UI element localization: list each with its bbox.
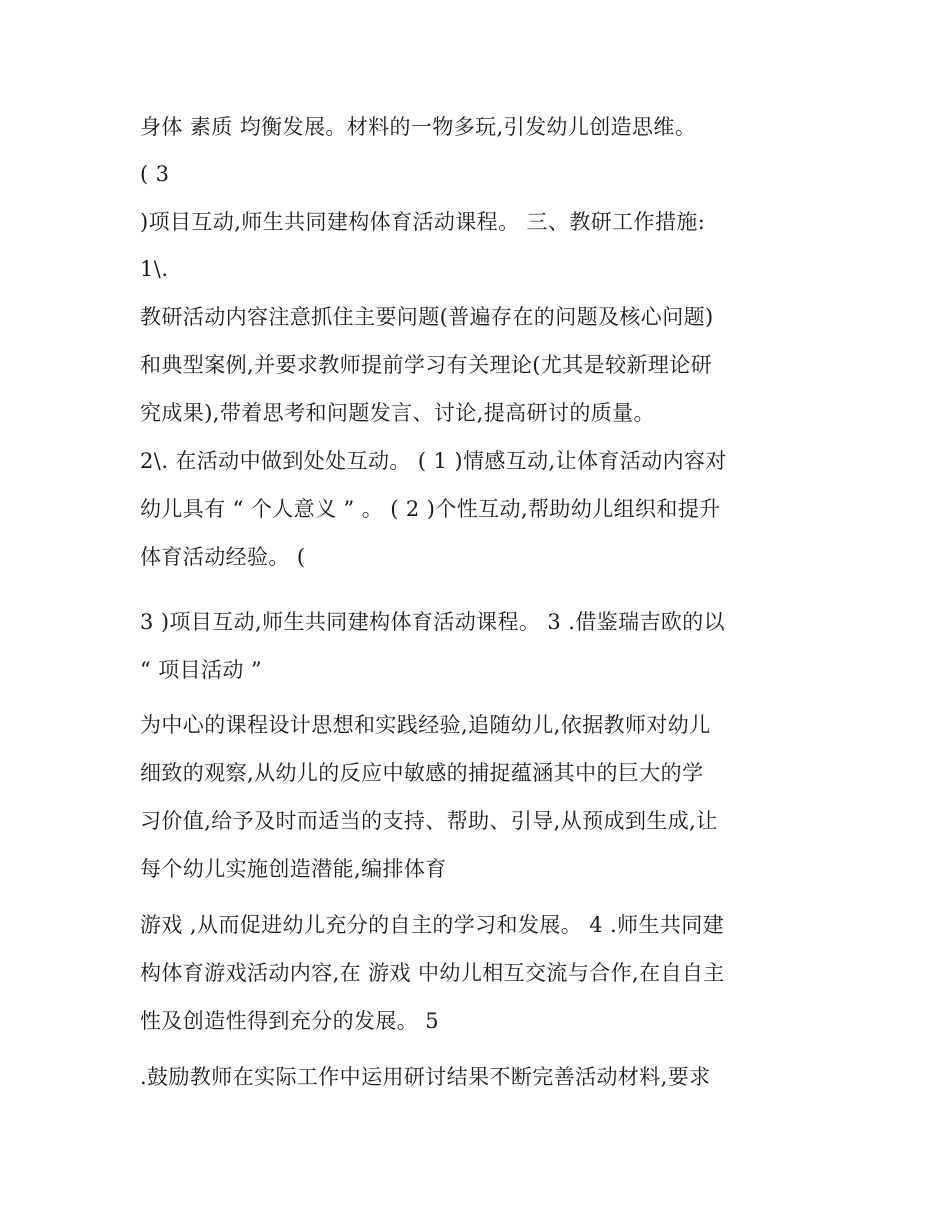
- text-line: )项目互动,师生共同建构体育活动课程。 三、教研工作措施:: [140, 210, 706, 234]
- text-line: 性及创造性得到充分的发展。 5: [140, 1009, 440, 1033]
- text-line: 3 )项目互动,师生共同建构体育活动课程。 3 .借鉴瑞吉欧的以: [140, 610, 726, 634]
- text-line: .鼓励教师在实际工作中运用研讨结果不断完善活动材料,要求: [140, 1065, 711, 1089]
- text-line: ( 3: [140, 162, 170, 186]
- text-line: 1\.: [140, 257, 169, 281]
- text-line: 幼儿具有 “ 个人意义 ” 。 ( 2 )个性互动,帮助幼儿组织和提升: [140, 497, 721, 521]
- text-line: 和典型案例,并要求教师提前学习有关理论(尤其是较新理论研: [140, 353, 713, 377]
- text-line: 教研活动内容注意抓住主要问题(普遍存在的问题及核心问题): [140, 305, 714, 329]
- text-line: 习价值,给予及时而适当的支持、帮助、引导,从预成到生成,让: [140, 809, 718, 833]
- text-line: “ 项目活动 ”: [140, 658, 263, 682]
- text-line: 2\. 在活动中做到处处互动。 ( 1 )情感互动,让体育活动内容对: [140, 449, 727, 473]
- text-line: 构体育游戏活动内容,在 游戏 中幼儿相互交流与合作,在自自主: [140, 961, 725, 985]
- text-line: 游戏 ,从而促进幼儿充分的自主的学习和发展。 4 .师生共同建: [140, 913, 725, 937]
- text-line: 每个幼儿实施创造潜能,编排体育: [140, 857, 447, 881]
- text-line: 细致的观察,从幼儿的反应中敏感的捕捉蕴涵其中的巨大的学: [140, 761, 704, 785]
- text-line: 为中心的课程设计思想和实践经验,追随幼儿,依据教师对幼儿: [140, 713, 711, 737]
- text-line: 身体 素质 均衡发展。材料的一物多玩,引发幼儿创造思维。: [140, 115, 697, 139]
- text-line: 究成果),带着思考和问题发言、讨论,提高研讨的质量。: [140, 401, 655, 425]
- text-line: 体育活动经验。 (: [140, 545, 306, 569]
